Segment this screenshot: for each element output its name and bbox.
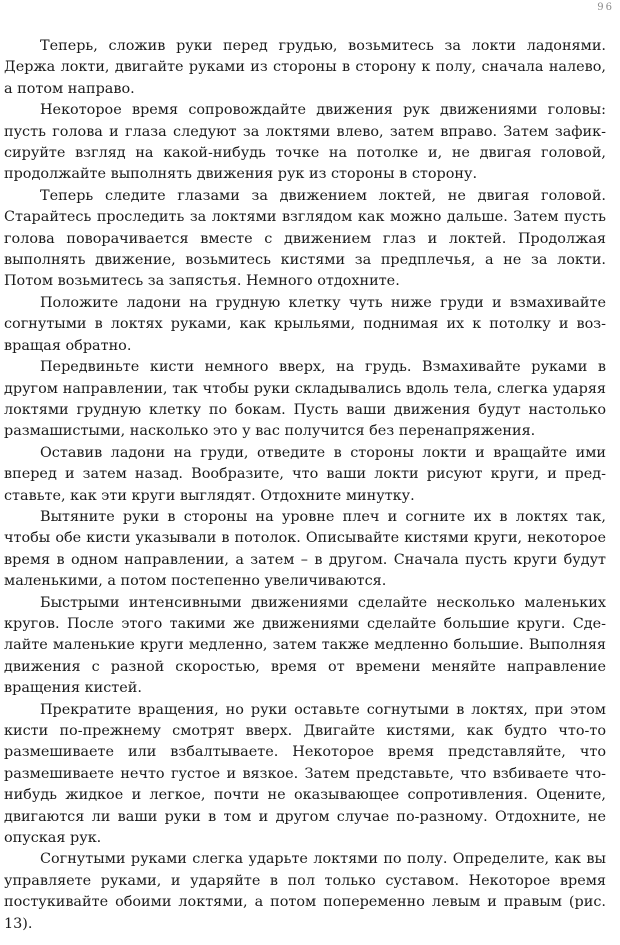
paragraph: Вытяните руки в стороны на уровне плеч и согните их в локтях так, чтобы обе кисти указывали в потолок. Описывайте кистями круги, некоторое время в одном направлении, а затем – в другом. Сначала пусть круги будут маленькими, а потом постепенно увеличиваются. (4, 508, 606, 590)
paragraph: Некоторое время сопровождайте движения рук движениями головы: пусть голова и глаза следуют за локтями влево, затем вправо. Затем зафиксируйте взгляд на какой-нибудь точке на потолке и, не двигая головой, продолжайте выполнять движения рук из стороны в сторону. (4, 102, 606, 183)
paragraph: Положите ладони на грудную клетку чуть ниже груди и взмахивайте согнутыми в локтях руками, как крыльями, поднимая их к потолку и возвращая обратно. (4, 294, 606, 354)
paragraph: Передвиньте кисти немного вверх, на грудь. Взмахивайте руками в другом направлении, так чтобы руки складывались вдоль тела, слегка ударяя локтями грудную клетку по бокам. Пусть ваши движения будут настолько размашистыми, насколько это у вас получится без перенапряжения. (4, 359, 606, 440)
paragraph: Согнутыми руками слегка ударьте локтями по полу. Определите, как вы управляете руками, и ударяйте в пол только суставом. Некоторое время постукивайте обоими локтями, а потом попеременно левым и правым (рис. 13). (4, 851, 606, 932)
paragraph: Быстрыми интенсивными движениями сделайте несколько маленьких кругов. После этого такими же движениями сделайте большие круги. Сделайте маленькие круги медленно, затем также медленно большие. Выполняя движения с разной скоростью, время от времени меняйте направление вращения кистей. (4, 594, 606, 697)
paragraph: Теперь, сложив руки перед грудью, возьмитесь за локти ладонями. Держа локти, двигайте руками из стороны в сторону к полу, сначала налево, а потом направо. (4, 38, 606, 97)
paragraph: Теперь следите глазами за движением локтей, не двигая головой. Старайтесь проследить за локтями взглядом как можно дальше. Затем пусть голова поворачивается вместе с движением глаз и локтей. Продолжая выполнять движение, возьмитесь кистями за предплечья, а не за локти. Потом возьмитесь за запястья. Немного отдохните. (4, 187, 606, 290)
paragraph: Оставив ладони на груди, отведите в стороны локти и вращайте ими вперед и затем назад. Вообразите, что ваши локти рисуют круги, и представьте, как эти круги выглядят. Отдохните минутку. (4, 444, 606, 504)
page-number: 96 (597, 2, 614, 13)
paragraph: Прекратите вращения, но руки оставьте согнутыми в локтях, при этом кисти по-прежнему смотрят вверх. Двигайте кистями, как будто что-то размешиваете или взбалтываете. Некоторое время представляйте, что размешиваете нечто густое и вязкое. Затем представьте, что взбиваете чтонибудь жидкое и легкое, почти не оказывающее сопротивления. Оцените, двигаются ли ваши руки в том и другом случае по-разному. Отдохните, не опуская рук. (4, 701, 606, 847)
